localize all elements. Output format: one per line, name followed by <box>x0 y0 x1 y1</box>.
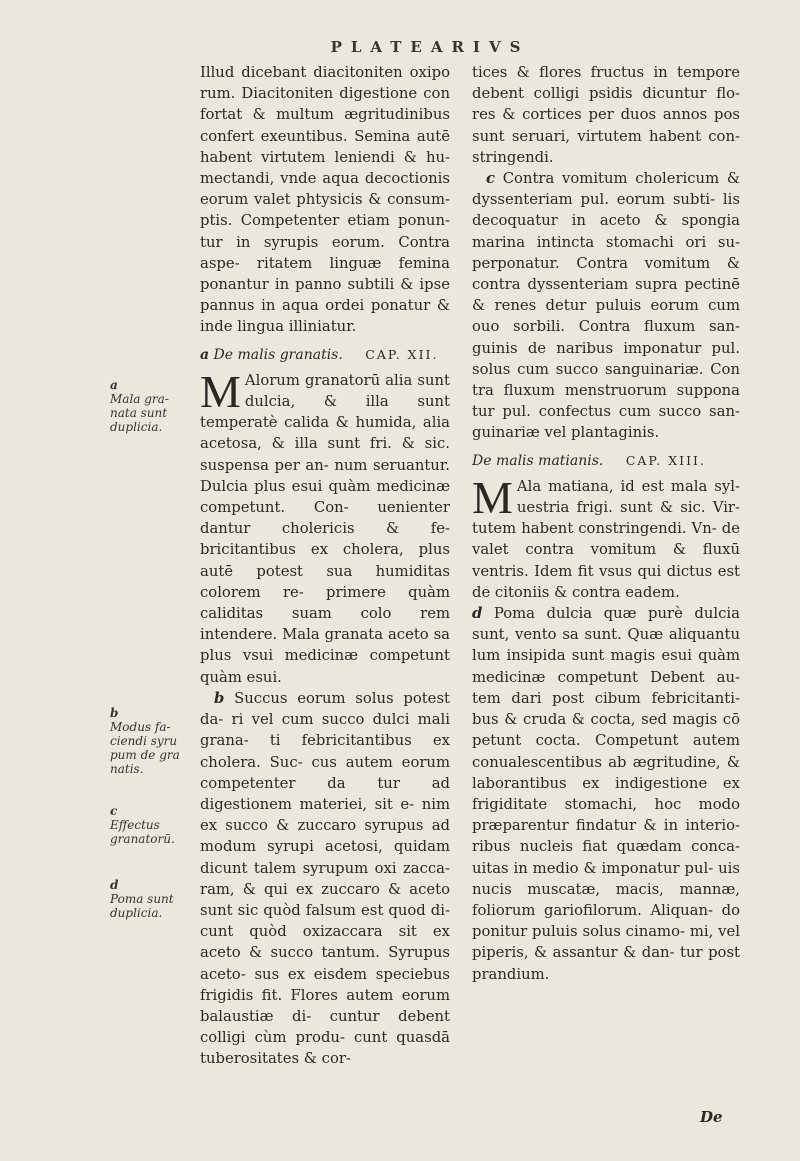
right-intro-paragraph: tices & flores fructus in tempore debent colligi psidis dicuntur flo- res & cortices per duos annos pos sunt seruari, virtutem habent con- stringendi. <box>472 64 740 166</box>
margin-note-text: Modus fa- ciendi syru pum de gra natis. <box>110 720 180 776</box>
paragraph-b-text: Succus eorum solus potest da- ri vel cum succo dulci mali grana- ti febricitantibus ex cholera. Suc- cus autem eorum competenter da tur ad digestionem materiei, sit e- nim ex succo & zuccaro syrupus ad modum syrupi acetosi, quidam dicunt talem syrupum oxi zacca- ram, & qui ex zuccaro & aceto sunt sic quòd falsum est quod di- cunt quòd oxizaccara sit ex aceto & succo tantum. Syrupus aceto- sus ex eisdem speciebus frigidis fit. Flores autem eorum balaustiæ di- cuntur debent colligi cùm produ- cunt quasdā tuberositates & cor- <box>200 689 450 1068</box>
right-column <box>472 62 740 985</box>
left-intro-paragraph: Illud dicebant diacitoniten oxipo rum. Diacitoniten digestione con fortat & multum ægritudinibus confert exeuntibus. Semina autē habent virtutem leniendi & hu- mectandi, vnde aqua decoctionis eorum valet phtysicis & consum- ptis. Competenter etiam ponun- tur in syrupis eorum. Contra aspe- ritatem linguæ femina ponantur in panno subtili & ipse pannus in aqua ordei ponatur & inde lingua illiniatur. <box>200 64 450 336</box>
paragraph-d <box>472 603 740 985</box>
margin-note-text: Effectus granatorū. <box>110 818 175 846</box>
paragraph-mark: c <box>486 170 496 188</box>
margin-note-b <box>110 706 192 776</box>
paragraph-a <box>200 365 450 688</box>
paragraph-matiana-text: Ala matiana, id est mala syl- uestria frigi. sunt & sic. Vir- tutem habent constringendi. Vn- de valet contra vomitum & fluxū ventris. Idem fit vsus qui dictus est de citoniis & contra eadem. <box>472 477 740 601</box>
chapter-title: De malis granatis. <box>213 346 343 363</box>
paragraph-c <box>472 168 740 444</box>
running-head: PLATEARIVS <box>330 38 530 56</box>
paragraph-mark: d <box>472 605 483 623</box>
chapter-title: De malis matianis. <box>472 452 604 469</box>
margin-note-letter: c <box>110 804 118 818</box>
paragraph-a-text: Alorum granatorū alia sunt dulcia, & illa sunt temperatè calida & humida, alia acetosa, & illa sunt fri. & sic. suspensa per an- num seruantur. Dulcia plus esui quàm medicinæ competunt. Con- uenienter dantur cholericis & fe- bricitantibus ex cholera, plus autē potest sua humiditas colorem re- primere quàm caliditas suam colo rem intendere. Mala granata aceto sa plus vsui medicinæ competunt quàm esui. <box>200 371 450 686</box>
margin-note-c <box>110 804 192 846</box>
paragraph-b <box>200 688 450 1070</box>
margin-note-letter: a <box>110 378 118 392</box>
margin-note-text: Mala gra- nata sunt duplicia. <box>110 392 169 434</box>
drop-capital: M <box>472 471 513 523</box>
chapter-number: CAP. XIII. <box>625 452 706 468</box>
paragraph-c-text: Contra vomitum cholericum & dyssenteriam pul. eorum subti- lis decoquatur in aceto & spongia marina intincta stomachi ori su- perponatur. Contra vomitum & contra dyssenteriam supra pectinē & renes detur puluis eorum cum ouo sorbili. Contra fluxum san- guinis de naribus imponatur pul. solus cum succo sanguinariæ. Con tra fluxum menstruorum suppona tur pul. confectus cum succo san- guinariæ vel plantaginis. <box>472 170 740 442</box>
margin-note-letter: b <box>110 706 119 720</box>
paragraph-d-text: Poma dulcia quæ purè dulcia sunt, vento sa sunt. Quæ aliquantu lum insipida sunt magis esui quàm medicinæ competunt Debent au- tem dari post cibum febricitanti- bus & cruda & cocta, sed magis cō petunt cocta. Competunt autem conualescentibus ab ægritudine, & laborantibus ex indigestione ex frigiditate stomachi, hoc modo præparentur findatur & in interio- ribus nucleis fiat quædam conca- uitas in medio & imponatur pul- uis nucis muscatæ, macis, mannæ, foliorum gariofilorum. Aliquan- do ponitur puluis solus cinamo- mi, vel piperis, & assantur & dan- tur post prandium. <box>472 605 740 983</box>
chapter-mark: a <box>200 346 210 363</box>
paragraph-mark: b <box>214 689 225 707</box>
chapter-heading-granatis <box>200 344 450 366</box>
margin-note-d <box>110 878 192 920</box>
catchword: De <box>700 1108 723 1126</box>
chapter-number: CAP. XII. <box>365 346 439 362</box>
chapter-heading-matianis <box>472 450 740 472</box>
margin-note-a <box>110 378 192 434</box>
margin-note-text: Poma sunt duplicia. <box>110 892 174 920</box>
left-column <box>200 62 450 1070</box>
paragraph-matiana <box>472 471 740 603</box>
drop-capital: M <box>200 365 241 417</box>
margin-note-letter: d <box>110 878 119 892</box>
